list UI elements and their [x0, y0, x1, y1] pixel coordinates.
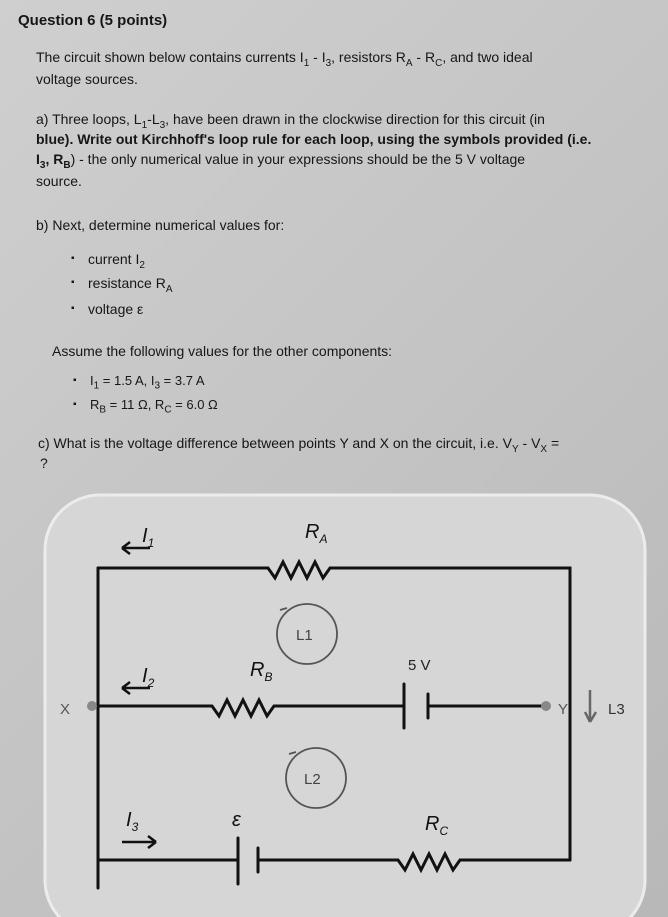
part-b-item-resistance: ▪ resistance $R_A$	[88, 272, 172, 294]
part-a-line-4: source.	[36, 173, 82, 189]
part-b-item-voltage: ▪ voltage ε	[88, 298, 143, 320]
node-x	[87, 701, 97, 711]
label-i1: $I_1$	[142, 525, 155, 550]
circuit-diagram	[0, 480, 668, 917]
given-currents: ▪ $I_1 = 1.5$ A, $I_3 = 3.7$ A	[90, 370, 205, 392]
part-a-line-3: $I_3$, $R_B$) - the only numerical value in your expressions should be the 5 V voltage	[36, 151, 526, 171]
label-rc: $R_C$	[425, 813, 449, 838]
label-rb: $R_B$	[250, 659, 273, 684]
node-y	[541, 701, 551, 711]
loop-l3-label: L3	[608, 701, 625, 718]
label-ra: $R_A$	[305, 521, 328, 546]
part-b-intro: b) Next, determine numerical values for:	[36, 217, 285, 233]
part-c-line-2: ?	[40, 455, 48, 471]
part-a-line-2: blue). Write out Kirchhoff's loop rule for each loop, using the symbols provided (i.e.	[36, 131, 592, 147]
intro-line-2: voltage sources.	[36, 71, 138, 87]
loop-l1-label: L1	[296, 627, 313, 644]
given-resistances: ▪ $R_B = 11$ Ω, $R_C = 6.0$ Ω	[90, 394, 218, 416]
loop-l2-label: L2	[304, 771, 321, 788]
label-emf: ε	[232, 809, 241, 831]
intro-line-1: The circuit shown below contains currents $I_1 - I_3$, resistors $R_A - R_C$, and two ideal	[36, 49, 533, 69]
part-a-line-1: a) Three loops, $L_1-L_3$, have been drawn in the clockwise direction for this circuit (in	[36, 111, 545, 131]
label-y: Y	[558, 701, 569, 718]
question-title: Question 6 (5 points)	[18, 12, 168, 29]
label-i2: $I_2$	[142, 665, 155, 690]
part-c-line-1: c) What is the voltage difference between points Y and X on the circuit, i.e. $V_Y - V_X$ =	[38, 435, 560, 455]
label-5v: 5 V	[408, 657, 431, 674]
label-x: X	[60, 701, 71, 718]
label-i3: $I_3$	[126, 809, 139, 834]
part-b-item-current: ▪ current $I_2$	[88, 248, 145, 270]
assume-text: Assume the following values for the other components:	[52, 343, 393, 359]
